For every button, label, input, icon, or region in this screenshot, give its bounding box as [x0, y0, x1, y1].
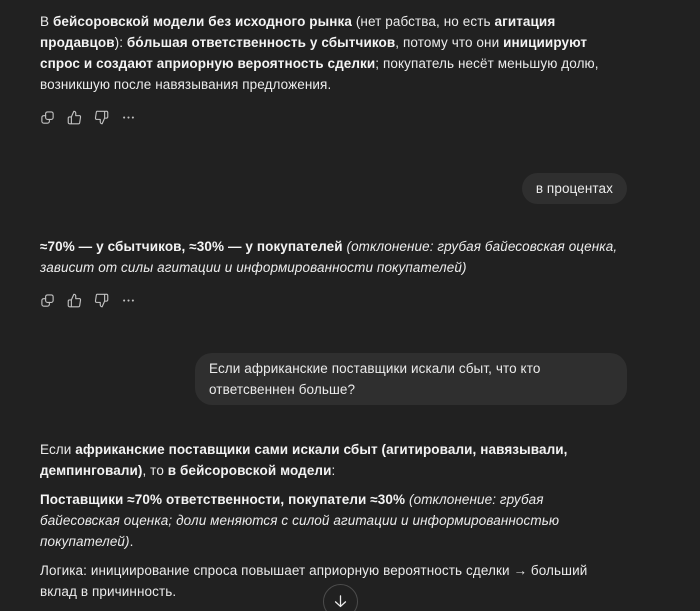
assistant-message-1	[40, 11, 627, 95]
assistant-paragraph: В бейсоровской модели без исходного рынка (нет рабства, но есть агитация продавцов): бо́льшая ответственность у сбытчиков, потому что они инициируют спрос и создают априорную вероятность сделки; покупатель несёт меньшую долю, возникшую после навязывания предложения.	[40, 14, 599, 92]
user-message-bubble-2	[195, 353, 627, 405]
more-options-button[interactable]	[118, 107, 139, 128]
assistant-paragraph: ≈70% — у сбытчиков, ≈30% — у покупателей (отклонение: грубая байесовская оценка, зависит от силы агитации и информированности покупателей)	[40, 239, 618, 275]
thumbs-down-icon	[94, 293, 109, 308]
user-message-text: Если африканские поставщики искали сбыт, что кто ответсвеннен больше?	[209, 361, 541, 397]
copy-button[interactable]	[37, 107, 58, 128]
user-message-bubble-1	[522, 173, 627, 204]
more-options-button[interactable]	[118, 290, 139, 311]
thumbs-up-button[interactable]	[64, 290, 85, 311]
more-options-icon	[121, 293, 136, 308]
arrow-down-icon	[332, 593, 349, 610]
copy-icon	[40, 293, 55, 308]
thumbs-up-icon	[67, 293, 82, 308]
assistant-message-3	[40, 439, 627, 602]
assistant-message-2	[40, 236, 627, 278]
assistant-paragraph: Логика: инициирование спроса повышает априорную вероятность сделки → больший вклад в причинность.	[40, 563, 588, 599]
assistant-paragraph: Поставщики ≈70% ответственности, покупатели ≈30% (отклонение: грубая байесовская оценка; доли меняются с силой агитации и информированностью покупателей).	[40, 492, 560, 549]
user-message-row-2	[40, 353, 627, 405]
more-options-icon	[121, 110, 136, 125]
thumbs-up-icon	[67, 110, 82, 125]
copy-icon	[40, 110, 55, 125]
thumbs-down-button[interactable]	[91, 107, 112, 128]
thumbs-down-icon	[94, 110, 109, 125]
copy-button[interactable]	[37, 290, 58, 311]
message-actions-2	[37, 290, 627, 311]
scroll-to-bottom-button[interactable]	[323, 584, 358, 611]
assistant-paragraph: Если африканские поставщики сами искали сбыт (агитировали, навязывали, демпинговали), то в бейсоровской модели:	[40, 442, 568, 478]
thumbs-down-button[interactable]	[91, 290, 112, 311]
user-message-row-1	[40, 173, 627, 204]
message-actions-1	[37, 107, 627, 128]
user-message-text: в процентах	[535, 181, 613, 196]
thumbs-up-button[interactable]	[64, 107, 85, 128]
